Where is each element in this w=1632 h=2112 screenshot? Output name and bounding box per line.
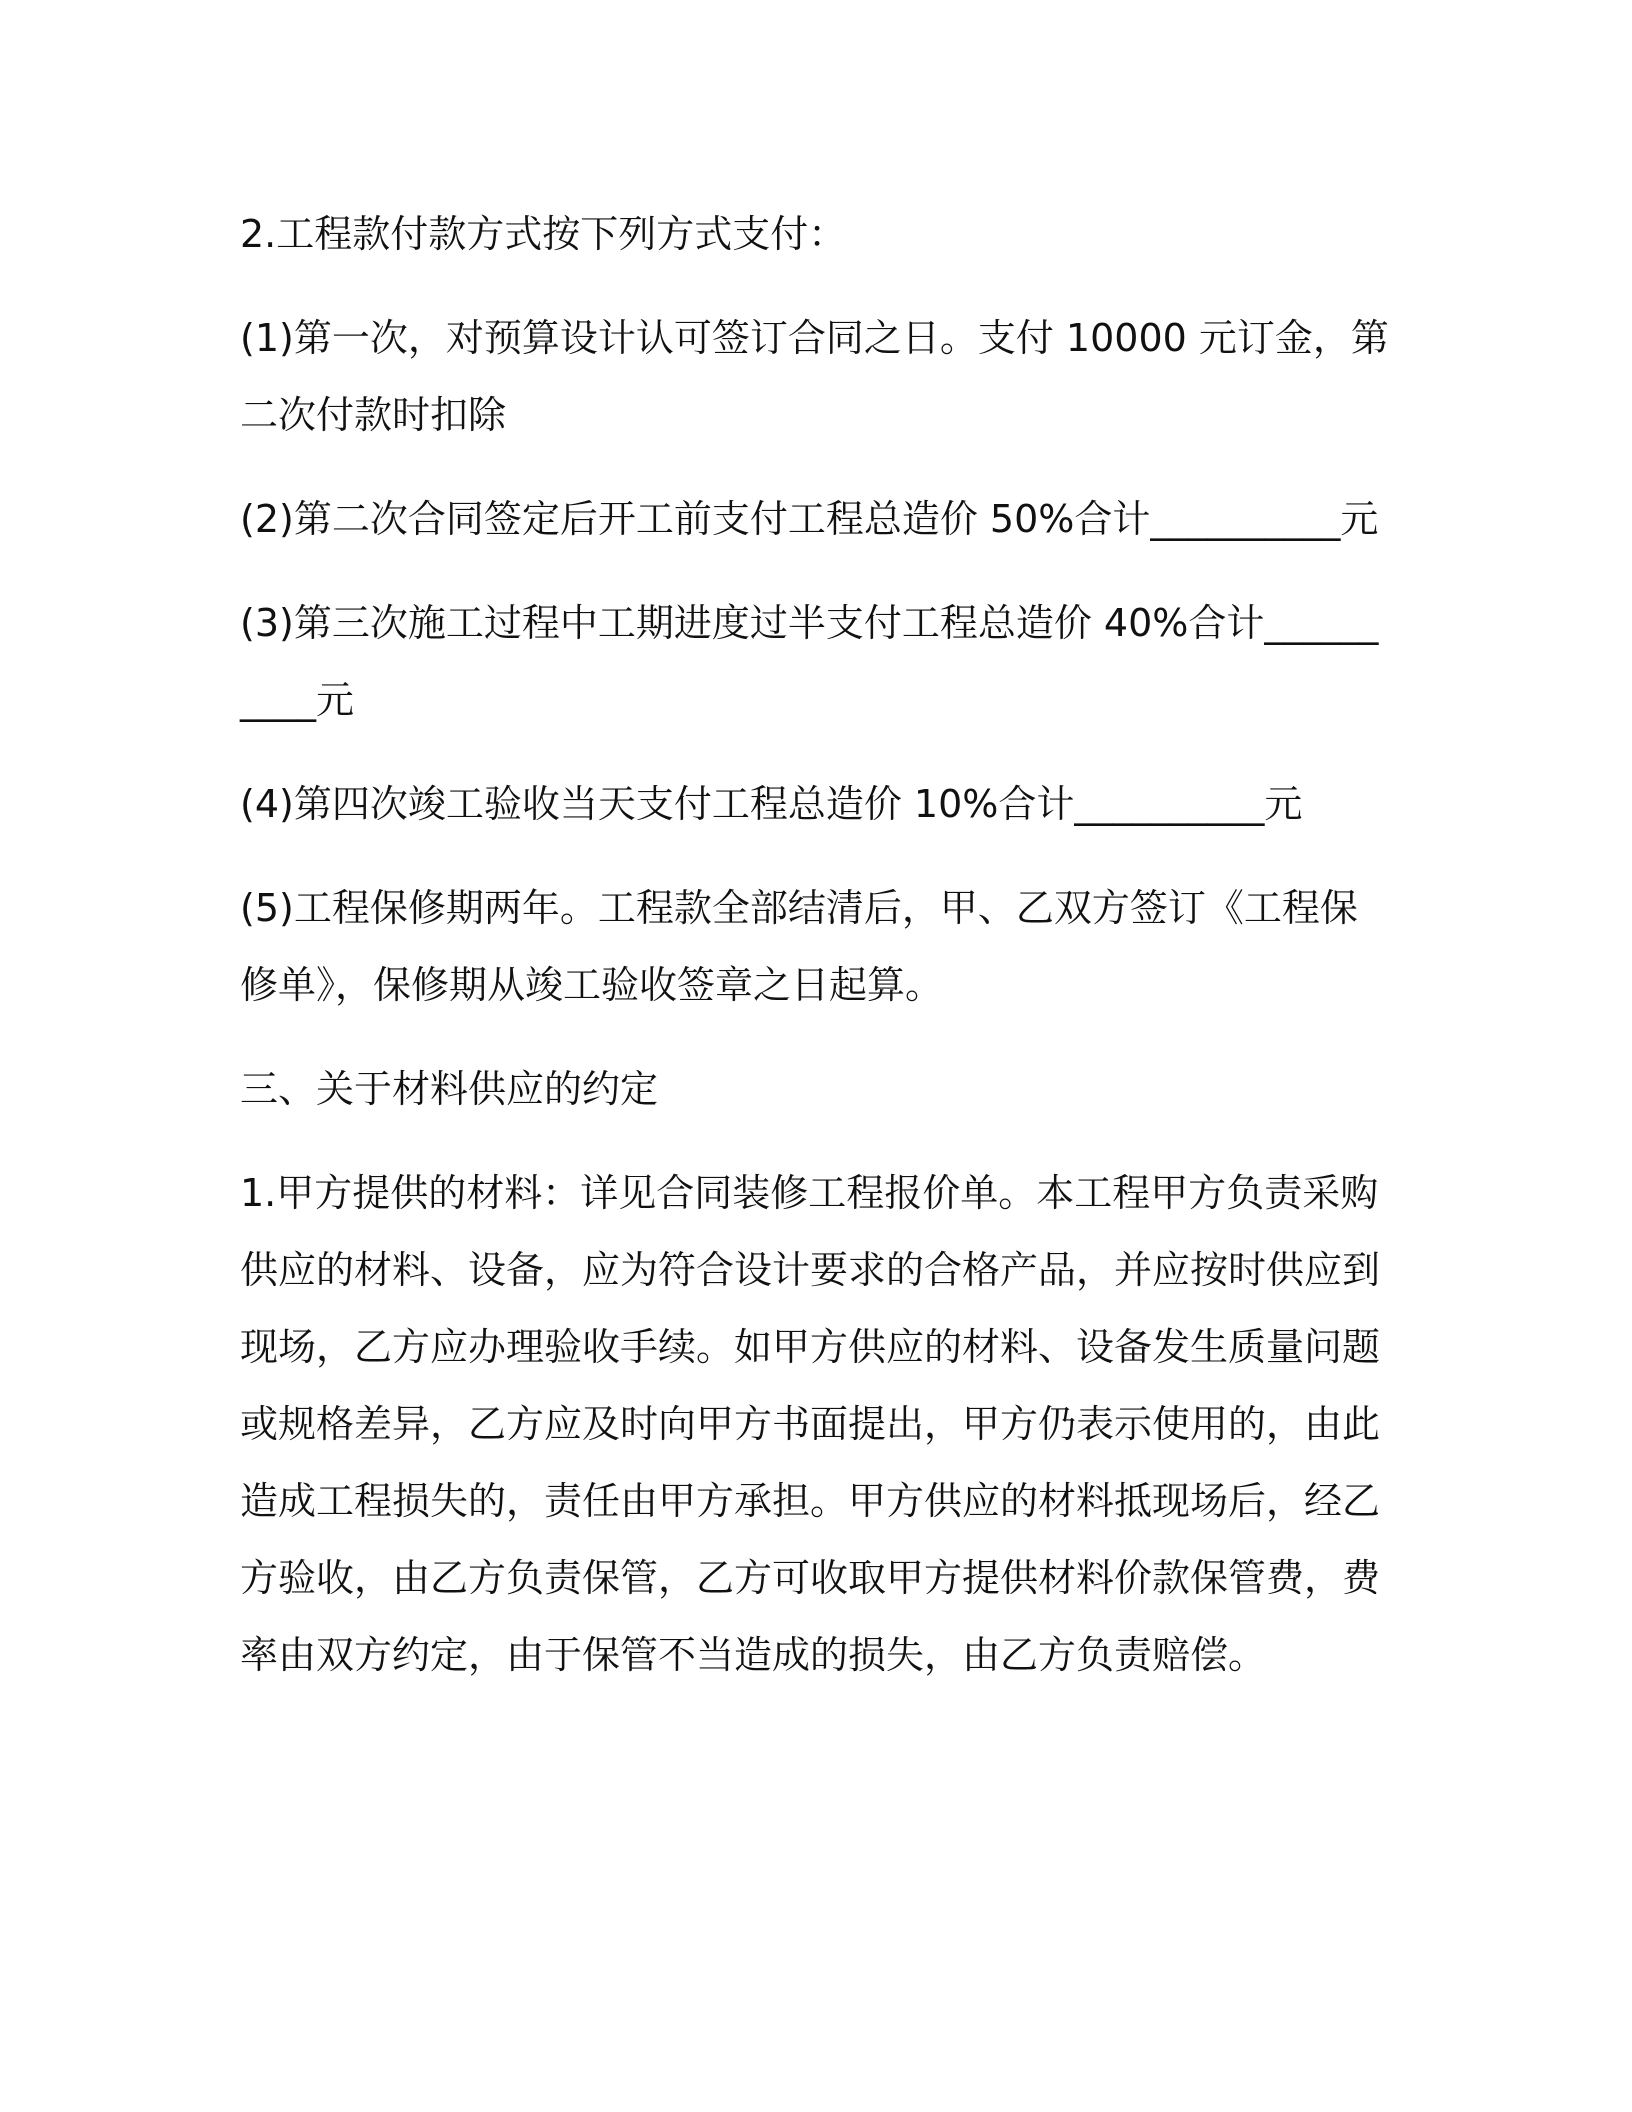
paragraph-payment-1: (1)第一次，对预算设计认可签订合同之日。支付 10000 元订金，第二次付款时扣除 bbox=[240, 316, 1389, 437]
paragraph-payment-2: (2)第二次合同签定后开工前支付工程总造价 50%合计__________元 bbox=[240, 497, 1379, 541]
document-body bbox=[240, 196, 1390, 1721]
paragraph-materials-supply: 1.甲方提供的材料：详见合同装修工程报价单。本工程甲方负责采购供应的材料、设备，应为符合设计要求的合格产品，并应按时供应到现场，乙方应办理验收手续。如甲方供应的材料、设备发生质量问题或规格差异，乙方应及时向甲方书面提出，甲方仍表示使用的，由此造成工程损失的，责任由甲方承担。甲方供应的材料抵现场后，经乙方验收，由乙方负责保管，乙方可收取甲方提供材料价款保管费，费率由双方约定，由于保管不当造成的损失，由乙方负责赔偿。 bbox=[240, 1171, 1381, 1677]
paragraph-payment-3: (3)第三次施工过程中工期进度过半支付工程总造价 40%合计__________元 bbox=[240, 601, 1379, 722]
paragraph-warranty: (5)工程保修期两年。工程款全部结清后，甲、乙双方签订《工程保修单》，保修期从竣工验收签章之日起算。 bbox=[240, 886, 1358, 1007]
paragraph-payment-4: (4)第四次竣工验收当天支付工程总造价 10%合计__________元 bbox=[240, 782, 1303, 826]
section-heading-materials: 三、关于材料供应的约定 bbox=[240, 1067, 659, 1111]
paragraph-payment-method: 2.工程款付款方式按下列方式支付： bbox=[240, 212, 847, 256]
